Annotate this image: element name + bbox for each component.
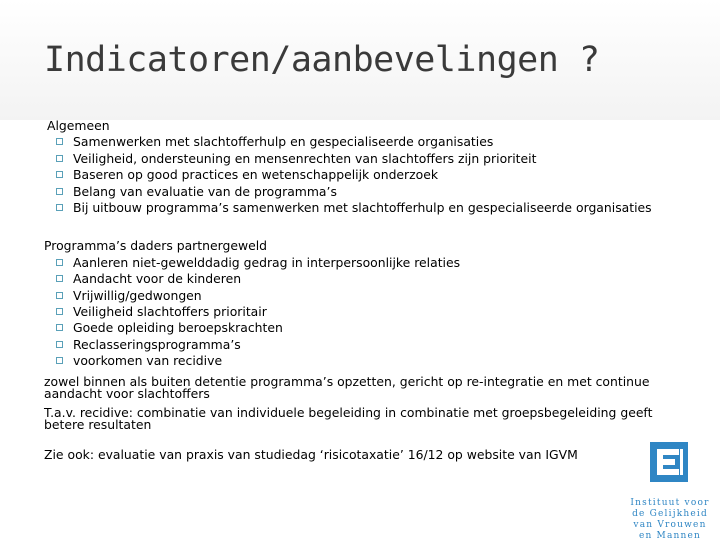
list-item: Aanleren niet-gewelddadig gedrag in interpersoonlijke relaties <box>54 255 664 271</box>
igvm-logo <box>620 440 720 540</box>
general-list <box>44 134 664 216</box>
bullet-square-icon <box>56 324 63 331</box>
igvm-logo-mark-icon <box>650 442 688 482</box>
bullet-square-icon <box>56 138 63 145</box>
slide-content <box>44 118 664 462</box>
paragraph-reference: Zie ook: evaluatie van praxis van studiedag ‘risicotaxatie’ 16/12 op website van IGVM <box>44 447 578 463</box>
bullet-square-icon <box>56 188 63 195</box>
list-item: Reclasseringsprogramma’s <box>54 337 664 353</box>
bullet-square-icon <box>56 155 63 162</box>
list-item: Baseren op good practices en wetenschappelijk onderzoek <box>54 167 664 183</box>
bullet-square-icon <box>56 259 63 266</box>
programs-list <box>44 255 664 370</box>
bullet-square-icon <box>56 341 63 348</box>
paragraph-recidive: T.a.v. recidive: combinatie van individuele begeleiding in combinatie met groepsbegeleiding geeft betere resultaten <box>44 404 653 432</box>
bullet-square-icon <box>56 308 63 315</box>
list-item: voorkomen van recidive <box>54 353 664 369</box>
list-item: Samenwerken met slachtofferhulp en gespecialiseerde organisaties <box>54 134 664 150</box>
list-item: Veiligheid slachtoffers prioritair <box>54 304 664 320</box>
bullet-square-icon <box>56 171 63 178</box>
bullet-square-icon <box>56 275 63 282</box>
page-title: Indicatoren/aanbevelingen ? <box>44 40 600 80</box>
list-item: Vrijwillig/gedwongen <box>54 288 664 304</box>
list-item: Belang van evaluatie van de programma’s <box>54 184 664 200</box>
programs-heading: Programma’s daders partnergeweld <box>44 238 268 254</box>
bullet-square-icon <box>56 204 63 211</box>
bullet-square-icon <box>56 292 63 299</box>
paragraph-detention: zowel binnen als buiten detentie programma’s opzetten, gericht op re-integratie en met continue aandacht voor slachtoffers <box>44 373 650 402</box>
bullet-square-icon <box>56 357 63 364</box>
igvm-logo-text: Instituut voor de Gelijkheid van Vrouwen en Mannen <box>630 498 710 541</box>
list-item: Veiligheid, ondersteuning en mensenrechten van slachtoffers zijn prioriteit <box>54 151 664 167</box>
list-item: Bij uitbouw programma’s samenwerken met slachtofferhulp en gespecialiseerde organisaties <box>54 200 664 216</box>
list-item: Goede opleiding beroepskrachten <box>54 320 664 336</box>
general-heading: Algemeen <box>47 118 110 133</box>
list-item: Aandacht voor de kinderen <box>54 271 664 287</box>
